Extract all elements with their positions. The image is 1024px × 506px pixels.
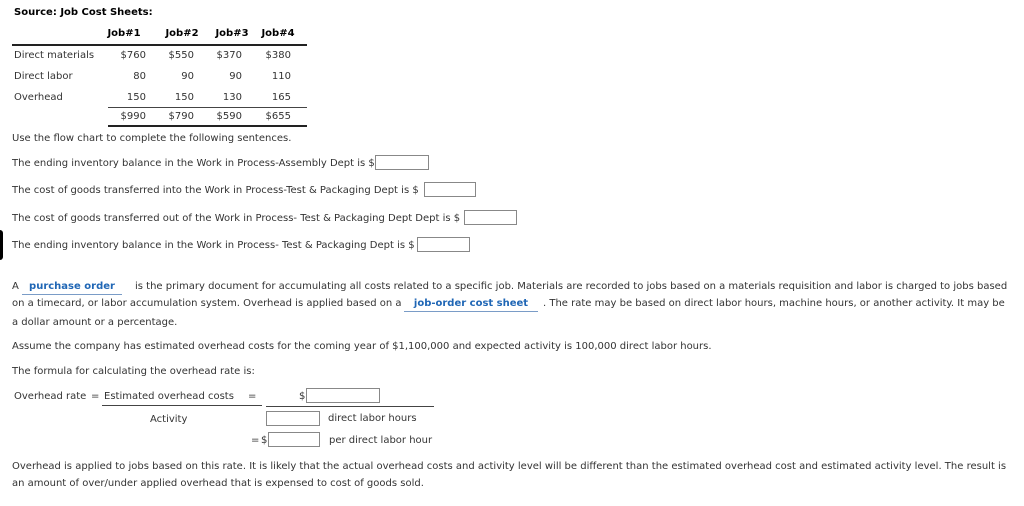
table-cell: 130 xyxy=(222,92,242,103)
instruction-text: Use the flow chart to complete the following sentences. xyxy=(12,133,292,144)
document-answer-dropdown-2[interactable]: job-order cost sheet xyxy=(404,298,538,312)
formula-denominator: Activity xyxy=(150,414,188,425)
table-cell: $760 xyxy=(120,50,146,61)
total-double-rule xyxy=(108,125,307,127)
source-title: Source: Job Cost Sheets: xyxy=(14,7,153,18)
table-cell: 90 xyxy=(181,71,194,82)
ending-inventory-test-input[interactable] xyxy=(417,237,470,252)
formula-intro: The formula for calculating the overhead rate is: xyxy=(12,366,255,377)
sentence-transferred-out-test: The cost of goods transferred out of the Work in Process- Test & Packaging Dept Dept is $ xyxy=(12,213,461,224)
table-cell: 150 xyxy=(126,92,146,103)
paragraph-line1-text: is the primary document for accumulating all costs related to a specific job. Materials are recorded to jobs based on a materials requisition and labor is charged to jobs based xyxy=(135,281,1008,292)
paragraph-line3: a dollar amount or a percentage. xyxy=(12,317,178,328)
table-cell: 150 xyxy=(174,92,194,103)
column-header-job2: Job#2 xyxy=(165,28,199,39)
row-label-direct-materials: Direct materials xyxy=(14,50,95,61)
column-header-job1: Job#1 xyxy=(107,28,141,39)
column-header-job4: Job#4 xyxy=(261,28,295,39)
formula-equals-2: = xyxy=(248,391,257,402)
table-cell: $550 xyxy=(168,50,194,61)
numerator-dollar-sign: $ xyxy=(299,391,306,402)
table-cell: 165 xyxy=(271,92,291,103)
row-label-overhead: Overhead xyxy=(14,92,63,103)
formula-equals-3: = xyxy=(251,435,260,446)
table-cell: $380 xyxy=(265,50,291,61)
total-cell: $590 xyxy=(216,111,242,122)
activity-unit-label: direct labor hours xyxy=(328,413,417,424)
table-cell: 90 xyxy=(229,71,242,82)
formula-lhs: Overhead rate xyxy=(14,391,87,402)
closing-paragraph: Overhead is applied to jobs based on this rate. It is likely that the actual overhead costs and activity level will be different than the estimated overhead cost and estimated activity level. The result is an amount of over/under applied overhead that is expensed to cost of goods sold. xyxy=(12,461,1007,489)
ending-inventory-assembly-input[interactable] xyxy=(375,155,429,170)
rate-dollar-sign: $ xyxy=(261,435,268,446)
transferred-out-test-input[interactable] xyxy=(464,210,517,225)
sentence-transferred-into-test: The cost of goods transferred into the Work in Process-Test & Packaging Dept is $ xyxy=(12,185,419,196)
overhead-rate-input[interactable] xyxy=(268,432,320,447)
activity-input[interactable] xyxy=(266,411,320,426)
total-cell: $790 xyxy=(168,111,194,122)
left-edge-marker xyxy=(0,230,3,260)
estimated-overhead-input[interactable] xyxy=(306,388,380,403)
paragraph-line2-tail: . The rate may be based on direct labor hours, machine hours, or another activity. It may be xyxy=(543,298,1005,309)
assumption-text: Assume the company has estimated overhead costs for the coming year of $1,100,000 and expected activity is 100,000 direct labor hours. xyxy=(12,341,712,352)
total-cell: $990 xyxy=(120,111,146,122)
total-cell: $655 xyxy=(265,111,291,122)
formula-numerator: Estimated overhead costs xyxy=(104,391,234,402)
transferred-into-test-input[interactable] xyxy=(424,182,476,197)
formula-fraction-bar xyxy=(102,405,262,406)
formula-equals-1: = xyxy=(91,391,100,402)
table-cell: 80 xyxy=(133,71,146,82)
row-label-direct-labor: Direct labor xyxy=(14,71,73,82)
column-header-job3: Job#3 xyxy=(215,28,249,39)
paragraph-line2-lead: on a timecard, or labor accumulation system. Overhead is applied based on a xyxy=(12,298,402,309)
subtotal-rule xyxy=(108,107,307,108)
rate-unit-label: per direct labor hour xyxy=(329,435,433,446)
sentence-ending-inventory-test: The ending inventory balance in the Work in Process- Test & Packaging Dept is $ xyxy=(12,240,415,251)
table-cell: 110 xyxy=(271,71,291,82)
document-answer-dropdown-1[interactable]: purchase order xyxy=(22,281,122,295)
table-top-rule xyxy=(12,44,307,46)
sentence-ending-inventory-assembly: The ending inventory balance in the Work in Process-Assembly Dept is $ xyxy=(12,158,375,169)
value-fraction-bar xyxy=(266,406,434,407)
table-cell: $370 xyxy=(216,50,242,61)
paragraph-line1-lead: A xyxy=(12,281,19,292)
